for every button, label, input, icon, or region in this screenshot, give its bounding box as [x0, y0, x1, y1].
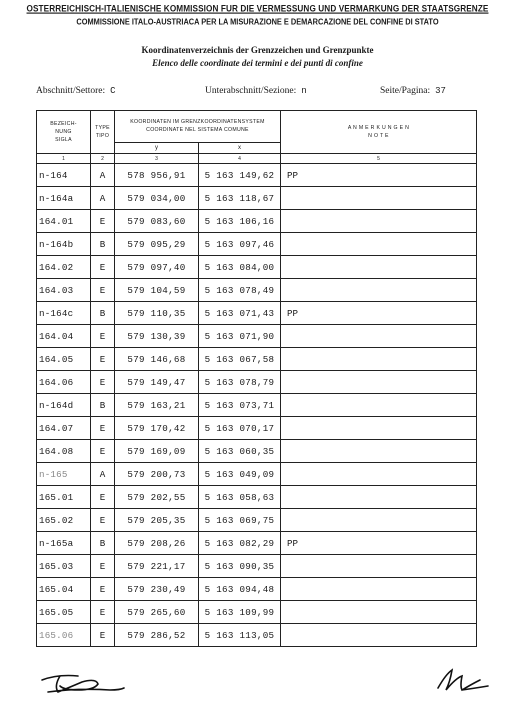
header-notes-it: N O T E — [368, 133, 389, 139]
point-id: 165.01 — [37, 486, 91, 509]
point-id: 165.04 — [37, 578, 91, 601]
point-type: E — [91, 325, 115, 348]
coord-x: 5 163 094,48 — [199, 578, 281, 601]
table-row — [37, 486, 477, 509]
coord-y: 578 956,91 — [115, 164, 199, 187]
coord-x: 5 163 109,99 — [199, 601, 281, 624]
table-row — [37, 601, 477, 624]
col-number-2: 2 — [91, 154, 115, 164]
point-note — [281, 578, 477, 601]
point-type: E — [91, 555, 115, 578]
table-header-row — [37, 111, 477, 143]
subsection-label: Unterabschnitt/Sezione: — [205, 86, 297, 96]
point-id: n-165 — [37, 463, 91, 486]
coord-y: 579 163,21 — [115, 394, 199, 417]
point-type: E — [91, 256, 115, 279]
point-type: A — [91, 463, 115, 486]
signature-right — [432, 666, 492, 696]
table-row — [37, 463, 477, 486]
point-id: n-164c — [37, 302, 91, 325]
point-type: E — [91, 417, 115, 440]
point-type: B — [91, 302, 115, 325]
header-id-de: BEZEICH- — [50, 121, 77, 127]
point-id: 165.05 — [37, 601, 91, 624]
header-notes-de: A N M E R K U N G E N — [347, 125, 410, 131]
table-row — [37, 348, 477, 371]
table-row — [37, 578, 477, 601]
point-type: E — [91, 486, 115, 509]
coord-y: 579 083,60 — [115, 210, 199, 233]
section-field — [36, 86, 116, 96]
coord-x: 5 163 090,35 — [199, 555, 281, 578]
commission-title-de: OSTERREICHISCH-ITALIENISCHE KOMMISSION FUR DIE VERMESSUNG UND VERMARKUNG DER STAATSGRENZE — [26, 3, 489, 14]
coord-x: 5 163 049,09 — [199, 463, 281, 486]
table-row — [37, 279, 477, 302]
point-note — [281, 279, 477, 302]
document-title-de: Koordinatenverzeichnis der Grenzzeichen und Grenzpunkte — [141, 45, 374, 55]
header-coord-de: KOORDINATEN IM GRENZKOORDINATENSYSTEM — [130, 119, 265, 126]
subsection-value: n — [301, 86, 307, 96]
header-type-de: TYPE — [95, 125, 110, 131]
coord-x: 5 163 097,46 — [199, 233, 281, 256]
table-row — [37, 256, 477, 279]
table-row — [37, 440, 477, 463]
point-note — [281, 325, 477, 348]
point-note — [281, 348, 477, 371]
point-note — [281, 187, 477, 210]
point-type: A — [91, 164, 115, 187]
table-row — [37, 509, 477, 532]
coord-x: 5 163 071,43 — [199, 302, 281, 325]
table-row — [37, 555, 477, 578]
point-note — [281, 256, 477, 279]
point-id: 164.08 — [37, 440, 91, 463]
coord-x: 5 163 070,17 — [199, 417, 281, 440]
table-row — [37, 187, 477, 210]
col-number-4: 4 — [199, 154, 281, 164]
section-label: Abschnitt/Settore: — [36, 86, 106, 96]
point-id: 164.02 — [37, 256, 91, 279]
point-type: A — [91, 187, 115, 210]
document-title-it: Elenco delle coordinate dei termini e dei punti di confine — [152, 58, 363, 68]
point-id: 164.01 — [37, 210, 91, 233]
header-coord-it: COORDINATE NEL SISTEMA COMUNE — [146, 127, 249, 134]
coord-x: 5 163 078,49 — [199, 279, 281, 302]
point-type: E — [91, 509, 115, 532]
table-row — [37, 371, 477, 394]
table-row — [37, 325, 477, 348]
point-type: B — [91, 532, 115, 555]
coord-x: 5 163 078,79 — [199, 371, 281, 394]
point-id: 164.06 — [37, 371, 91, 394]
coord-y: 579 286,52 — [115, 624, 199, 647]
coord-x: 5 163 113,05 — [199, 624, 281, 647]
point-type: E — [91, 348, 115, 371]
point-note — [281, 210, 477, 233]
coord-y: 579 170,42 — [115, 417, 199, 440]
point-note — [281, 440, 477, 463]
point-id: n-165a — [37, 532, 91, 555]
col-number-3: 3 — [115, 154, 199, 164]
coord-y: 579 104,59 — [115, 279, 199, 302]
header-notes — [281, 111, 477, 154]
point-type: E — [91, 279, 115, 302]
point-id: 165.03 — [37, 555, 91, 578]
table-row — [37, 164, 477, 187]
point-id: n-164d — [37, 394, 91, 417]
point-note — [281, 486, 477, 509]
coord-x: 5 163 082,29 — [199, 532, 281, 555]
point-type: B — [91, 233, 115, 256]
table-row — [37, 417, 477, 440]
point-id: n-164a — [37, 187, 91, 210]
coord-x: 5 163 069,75 — [199, 509, 281, 532]
header-id-it: SIGLA — [55, 137, 72, 143]
point-note — [281, 601, 477, 624]
point-type: E — [91, 601, 115, 624]
point-id: n-164 — [37, 164, 91, 187]
signature-left — [38, 668, 130, 698]
point-note — [281, 624, 477, 647]
table-row — [37, 532, 477, 555]
coord-y: 579 230,49 — [115, 578, 199, 601]
coord-y: 579 146,68 — [115, 348, 199, 371]
point-type: B — [91, 394, 115, 417]
header-id — [37, 111, 91, 154]
point-id: 164.03 — [37, 279, 91, 302]
page-field — [380, 86, 446, 96]
coord-y: 579 110,35 — [115, 302, 199, 325]
table-row — [37, 233, 477, 256]
header-type-it: TIPO — [95, 133, 110, 139]
coord-y: 579 034,00 — [115, 187, 199, 210]
col-number-5: 5 — [281, 154, 477, 164]
point-note — [281, 417, 477, 440]
coord-y: 579 265,60 — [115, 601, 199, 624]
point-id: 165.06 — [37, 624, 91, 647]
point-note — [281, 463, 477, 486]
point-id: 164.05 — [37, 348, 91, 371]
table-row — [37, 624, 477, 647]
point-type: E — [91, 371, 115, 394]
point-type: E — [91, 578, 115, 601]
commission-title-it: COMMISSIONE ITALO-AUSTRIACA PER LA MISURAZIONE E DEMARCAZIONE DEL CONFINE DI STATO — [76, 16, 439, 27]
point-id: 164.07 — [37, 417, 91, 440]
header-id-de2: NUNG — [55, 129, 72, 135]
coord-x: 5 163 073,71 — [199, 394, 281, 417]
header-type — [91, 111, 115, 154]
coord-x: 5 163 118,67 — [199, 187, 281, 210]
point-note: PP — [281, 532, 477, 555]
coord-x: 5 163 060,35 — [199, 440, 281, 463]
point-type: E — [91, 440, 115, 463]
point-note — [281, 509, 477, 532]
table-row — [37, 394, 477, 417]
coord-x: 5 163 149,62 — [199, 164, 281, 187]
table-row — [37, 302, 477, 325]
coord-y: 579 149,47 — [115, 371, 199, 394]
coordinate-table — [36, 110, 477, 647]
point-note: PP — [281, 302, 477, 325]
coord-x: 5 163 084,00 — [199, 256, 281, 279]
coord-x: 5 163 106,16 — [199, 210, 281, 233]
point-note — [281, 371, 477, 394]
coord-x: 5 163 071,90 — [199, 325, 281, 348]
section-value: C — [110, 86, 116, 96]
col-number-1: 1 — [37, 154, 91, 164]
coord-x: 5 163 058,63 — [199, 486, 281, 509]
point-note — [281, 233, 477, 256]
coord-y: 579 205,35 — [115, 509, 199, 532]
coord-y: 579 200,73 — [115, 463, 199, 486]
point-type: E — [91, 624, 115, 647]
coord-y: 579 221,17 — [115, 555, 199, 578]
coord-y: 579 097,40 — [115, 256, 199, 279]
point-note — [281, 394, 477, 417]
point-id: 165.02 — [37, 509, 91, 532]
header-x: x — [199, 142, 281, 153]
subsection-field — [205, 86, 307, 96]
point-id: n-164b — [37, 233, 91, 256]
point-note — [281, 555, 477, 578]
header-coordinates — [115, 111, 281, 143]
table-number-row — [37, 154, 477, 164]
header-y: y — [115, 142, 199, 153]
table-body — [37, 164, 477, 647]
coord-y: 579 202,55 — [115, 486, 199, 509]
coord-y: 579 208,26 — [115, 532, 199, 555]
point-id: 164.04 — [37, 325, 91, 348]
table-row — [37, 210, 477, 233]
page-label: Seite/Pagina: — [380, 86, 431, 96]
coord-x: 5 163 067,58 — [199, 348, 281, 371]
coord-y: 579 169,09 — [115, 440, 199, 463]
point-type: E — [91, 210, 115, 233]
point-note: PP — [281, 164, 477, 187]
page-value: 37 — [435, 86, 446, 96]
coord-y: 579 130,39 — [115, 325, 199, 348]
coord-y: 579 095,29 — [115, 233, 199, 256]
